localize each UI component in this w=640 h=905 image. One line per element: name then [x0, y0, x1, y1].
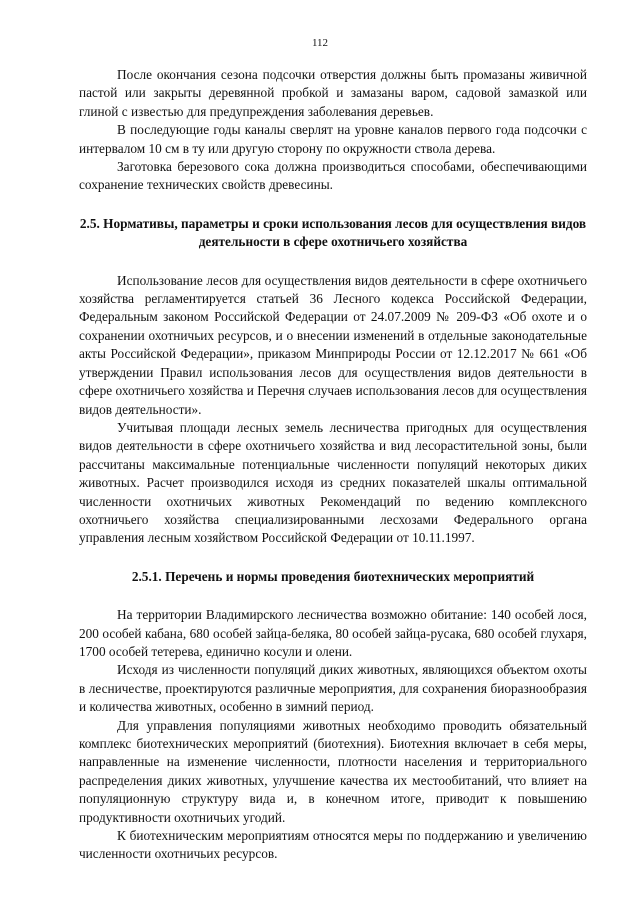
section-2-5-paragraph-1: Использование лесов для осуществления видов деятельности в сфере охотничьего хозяйства регламентируется статьей 36 Лесного кодекса Российской Федерации, Федеральным законом Российской Федерации от 24.07.2009 № 209-ФЗ «Об охоте и о сохранении охотничьих ресурсов, и о внесении изменений в отдельные законодательные акты Российской Федерации», приказом Минприроды России от 12.12.2017 № 661 «Об утверждении Правил использования лесов для осуществления видов деятельности в сфере охотничьего хозяйства и Перечня случаев использования лесов для осуществления видов деятельности».: [79, 272, 587, 417]
section-2-5-heading: 2.5. Нормативы, параметры и сроки использования лесов для осуществления видов деятельности в сфере охотничьего хозяйства: [79, 215, 587, 250]
intro-paragraph-2: В последующие годы каналы сверлят на уровне каналов первого года подсочки с интервалом 10 см в ту или другую сторону по окружности ствола дерева.: [79, 122, 587, 156]
section-2-5-paragraph-2: Учитывая площади лесных земель лесничества пригодных для осуществления видов деятельности в сфере охотничьего хозяйства и вид лесорастительной зоны, были рассчитаны максимальные потенциальные численности популяций некоторых диких животных. Расчет производился исходя из средних показателей шкалы оптимальной численности охотничьих животных Рекомендаций по ведению комплексного охотничьего хозяйства специализированными лесхозами Федерального органа управления лесным хозяйством Российской Федерации от 10.11.1997.: [79, 419, 587, 546]
section-2-5-1-paragraph-4: К биотехническим мероприятиям относятся меры по поддержанию и увеличению численности охотничьих ресурсов.: [79, 828, 587, 862]
section-2-5-1-heading: 2.5.1. Перечень и нормы проведения биотехнических мероприятий: [131, 568, 535, 584]
section-2-5-1-paragraph-3: Для управления популяциями животных необходимо проводить обязательный комплекс биотехнических мероприятий (биотехния). Биотехния включает в себя меры, направленные на изменение численности, плотности населения и территориального распределения диких животных, улучшение качества их местообитаний, что влияет на популяционную структуру вида и, в конечном итоге, приводит к повышению продуктивности охотничьих угодий.: [79, 717, 587, 825]
page-number: 112: [311, 37, 329, 49]
section-2-5-1-paragraph-1: На территории Владимирского лесничества возможно обитание: 140 особей лося, 200 особей кабана, 680 особей зайца-беляка, 80 особей зайца-русака, 680 особей глухаря, 1700 особей тетерева, единично косули и олени.: [79, 607, 587, 659]
page-content: [79, 66, 587, 864]
intro-paragraph-1: После окончания сезона подсочки отверстия должны быть промазаны живичной пастой или закрыты деревянной пробкой и замазаны варом, садовой замазкой или глиной с известью для предупреждения заболевания деревьев.: [79, 67, 587, 119]
section-2-5-1-paragraph-2: Исходя из численности популяций диких животных, являющихся объектом охоты в лесничестве, проектируются различные мероприятия, для сохранения биоразнообразия и количества животных, особенно в зимний период.: [79, 662, 587, 715]
intro-paragraph-3: Заготовка березового сока должна производиться способами, обеспечивающими сохранение технических свойств древесины.: [79, 159, 587, 193]
